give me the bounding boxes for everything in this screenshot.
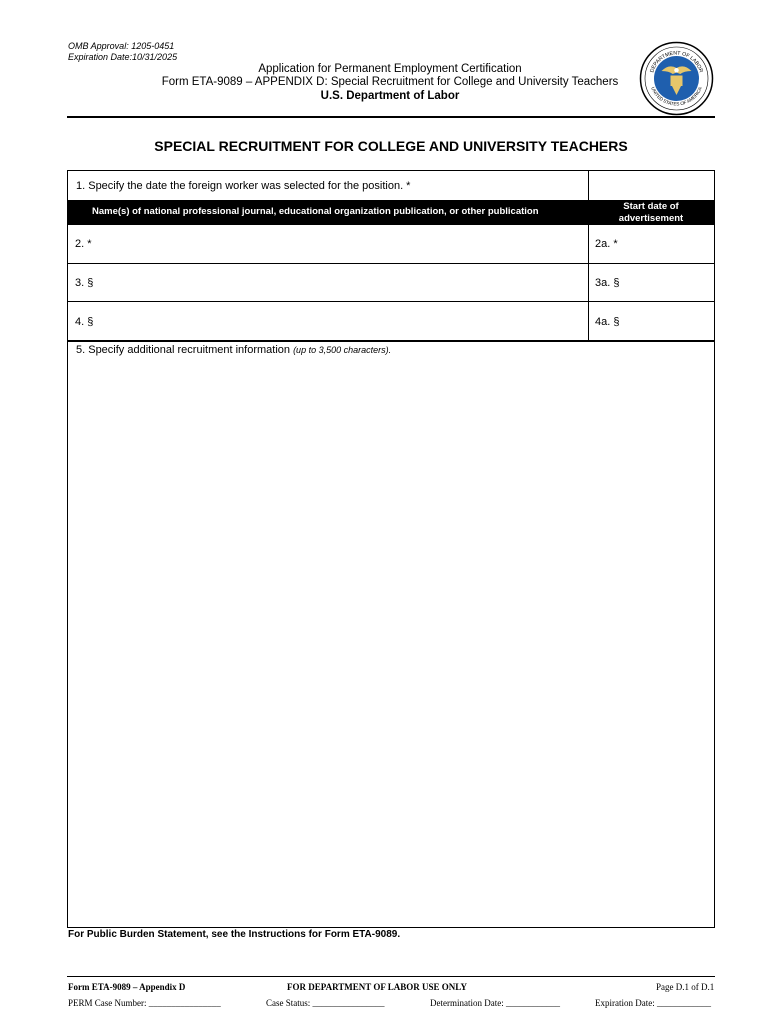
- publication-3-label: 3. §: [75, 277, 94, 289]
- header-line-3: U.S. Department of Labor: [320, 90, 460, 102]
- determination-date-field: Determination Date: ____________: [430, 998, 560, 1008]
- question-5-label: 5. Specify additional recruitment information (up to 3,500 characters).: [76, 344, 392, 356]
- header-publication-name: Name(s) of national professional journal, educational organization publication, or other publication: [92, 206, 539, 217]
- header-rule: [67, 116, 715, 118]
- department-of-labor-seal-icon: [639, 41, 714, 116]
- publication-row-2: [68, 225, 714, 264]
- header-line-1: Application for Permanent Employment Certification: [258, 63, 522, 75]
- footer-form-label: Form ETA-9089 – Appendix D: [68, 982, 186, 992]
- omb-approval: OMB Approval: 1205-0451: [68, 41, 175, 51]
- start-date-3a-label: 3a. §: [595, 277, 620, 289]
- question-1-label: 1. Specify the date the foreign worker was selected for the position. *: [76, 180, 411, 192]
- perm-case-number-field: PERM Case Number: ________________: [68, 998, 221, 1008]
- public-burden-statement: For Public Burden Statement, see the Instructions for Form ETA-9089.: [68, 929, 401, 940]
- start-date-2a-label: 2a. *: [595, 238, 618, 250]
- start-date-4a-label: 4a. §: [595, 316, 620, 328]
- publication-table-header: [68, 200, 714, 225]
- footer-page-number: Page D.1 of D.1: [656, 982, 715, 992]
- publication-2-label: 2. *: [75, 238, 92, 250]
- seal-ring-top: DEPARTMENT OF LABOR: [649, 50, 704, 74]
- page-title: SPECIAL RECRUITMENT FOR COLLEGE AND UNIVERSITY TEACHERS: [154, 138, 628, 154]
- header-line-2: Form ETA-9089 – APPENDIX D: Special Recruitment for College and University Teachers: [161, 76, 619, 88]
- footer-use-only: FOR DEPARTMENT OF LABOR USE ONLY: [287, 982, 467, 992]
- question-1-row: [68, 171, 714, 200]
- seal-ring-bottom: UNITED STATES OF AMERICA: [650, 86, 703, 107]
- question-5-note: (up to 3,500 characters).: [293, 345, 392, 355]
- publication-row-4: [68, 302, 714, 342]
- omb-info: [68, 41, 177, 63]
- publication-row-3: [68, 264, 714, 302]
- omb-expiration: Expiration Date:10/31/2025: [68, 52, 178, 62]
- footer-rule: [67, 976, 715, 977]
- selection-date-field[interactable]: [589, 171, 714, 200]
- header-start-date: Start date of advertisement: [618, 201, 684, 224]
- case-status-field: Case Status: ________________: [266, 998, 385, 1008]
- recruitment-form: [67, 170, 715, 928]
- expiration-date-field: Expiration Date: ____________: [595, 998, 711, 1008]
- additional-info-textarea[interactable]: [69, 359, 713, 925]
- publication-4-label: 4. §: [75, 316, 94, 328]
